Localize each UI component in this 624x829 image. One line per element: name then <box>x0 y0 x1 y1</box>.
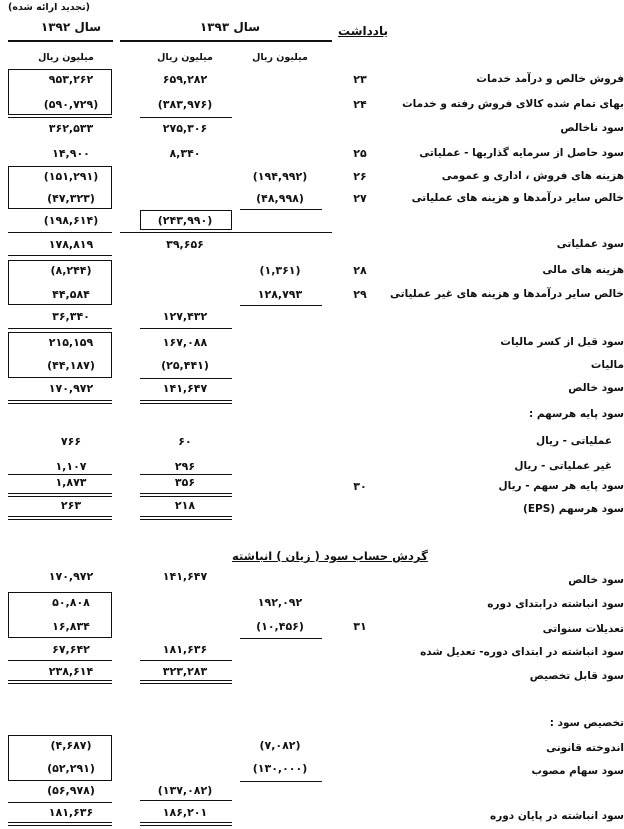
value-1393: ۳۹,۶۵۶ <box>166 238 204 251</box>
value-1392: ۵۰,۸۰۸ <box>52 596 90 609</box>
value-1393: ۳۵۶ <box>174 476 196 489</box>
row-label: سود خالص <box>568 382 624 394</box>
value-1392: ۲۱۵,۱۵۹ <box>48 336 94 349</box>
bracket-box <box>140 210 232 230</box>
value-1393: ۲۱۸ <box>174 499 196 512</box>
value-1392: ۱۶,۸۳۴ <box>52 620 90 633</box>
value-1392: ۳۶۲,۵۳۳ <box>48 122 94 135</box>
row-note: ۲۵ <box>353 147 367 160</box>
year-1393-header: سال ۱۳۹۳ <box>199 20 261 34</box>
row-label: سود ناخالص <box>560 122 624 134</box>
row-label: سود حاصل از سرمایه گذاریها - عملیاتی <box>419 147 624 159</box>
value-1393: ۲۹۶ <box>174 460 196 473</box>
bracket-box <box>8 166 112 209</box>
rule-1392-header <box>8 40 113 42</box>
row-label: خالص سایر درآمدها و هزینه های غیر عملیاتی <box>390 288 624 300</box>
value-1393: (۲۴۳,۹۹۰) <box>157 214 213 227</box>
year-1392-header: سال ۱۳۹۲ <box>40 20 102 34</box>
row-label: بهای تمام شده کالای فروش رفته و خدمات <box>402 98 624 110</box>
bracket-box <box>8 260 112 305</box>
value-1393: ۲۷۵,۳۰۶ <box>162 122 208 135</box>
value-1392: ۴۴,۵۸۴ <box>52 288 90 301</box>
double-rule <box>140 400 232 404</box>
double-rule <box>140 680 232 684</box>
row-label: مالیات <box>590 359 624 371</box>
double-rule <box>8 822 112 826</box>
value-1392: ۱۴,۹۰۰ <box>52 147 90 160</box>
row-label: سود خالص <box>568 574 624 586</box>
value-1393-detail: (۴۸,۹۹۸) <box>256 192 304 205</box>
rule <box>8 117 112 118</box>
double-rule <box>140 516 232 520</box>
value-1392: ۱۷۰,۹۷۲ <box>48 382 94 395</box>
row-label: اندوخته قانونی <box>546 742 624 754</box>
value-1392: (۴,۶۸۷) <box>50 739 92 752</box>
row-label: سود هرسهم (EPS) <box>523 503 624 515</box>
value-1392: ۱,۸۷۳ <box>55 476 87 489</box>
double-rule <box>140 822 232 826</box>
value-1393: ۱۲۷,۴۳۲ <box>162 310 208 323</box>
row-label: سود پایه هرسهم : <box>529 408 624 420</box>
row-label: سود قابل تخصیص <box>529 670 624 682</box>
value-1392: ۱۷۸,۸۱۹ <box>48 238 94 251</box>
row-label: سود انباشته درابتدای دوره <box>487 598 624 610</box>
row-label: سود انباشته در ابتدای دوره- تعدیل شده <box>420 646 624 658</box>
value-1393: ۱۶۷,۰۸۸ <box>162 336 208 349</box>
unit-1393-a: میلیون ریال <box>157 52 213 63</box>
row-label: هزینه های فروش ، اداری و عمومی <box>441 170 624 182</box>
double-rule <box>8 680 112 684</box>
rule <box>140 378 232 379</box>
row-label: هزینه های مالی <box>542 264 624 276</box>
value-1393: (۳۸۳,۹۷۶) <box>157 98 213 111</box>
row-label: عملیاتی - ریال <box>535 435 612 447</box>
value-1393: ۱۸۶,۲۰۱ <box>162 806 208 819</box>
row-label: سود سهام مصوب <box>531 765 624 777</box>
value-1392: (۴۷,۳۲۳) <box>47 192 95 205</box>
row-note: ۲۸ <box>353 264 367 277</box>
value-1393-detail: (۱۹۴,۹۹۲) <box>252 170 308 183</box>
value-1392: (۱۹۸,۶۱۴) <box>43 214 99 227</box>
rule <box>140 660 232 661</box>
rule <box>140 328 232 329</box>
row-label: غیر عملیاتی - ریال <box>514 460 612 472</box>
bracket-box <box>8 69 112 115</box>
row-note: ۲۴ <box>353 98 367 111</box>
bracket-box <box>8 735 112 781</box>
rule <box>8 255 112 256</box>
bracket-box <box>8 332 112 378</box>
rule <box>240 209 322 210</box>
rule <box>240 781 322 782</box>
value-1393-detail: (۷,۰۸۲) <box>259 739 301 752</box>
value-1393: ۶۵۹,۲۸۲ <box>162 73 208 86</box>
value-1392: (۱۵۱,۲۹۱) <box>43 170 99 183</box>
value-1392: (۵۲,۲۹۱) <box>47 762 95 775</box>
rule <box>8 660 112 661</box>
value-1392: (۵۹۰,۷۲۹) <box>43 98 99 111</box>
value-1392: ۶۷,۶۴۲ <box>52 643 90 656</box>
value-1393: ۱۸۱,۶۳۶ <box>162 643 208 656</box>
row-label: سود قبل از کسر مالیات <box>500 336 624 348</box>
row-note: ۳۱ <box>353 620 367 633</box>
rule <box>8 328 112 329</box>
row-label: تخصیص سود : <box>549 717 624 729</box>
row-label: سود عملیاتی <box>556 238 624 250</box>
value-1392: (۵۶,۹۷۸) <box>47 784 95 797</box>
row-note: ۳۰ <box>353 480 367 493</box>
value-1393-detail: ۱۹۲,۰۹۲ <box>257 596 303 609</box>
bracket-box <box>8 592 112 638</box>
rule <box>120 232 332 233</box>
row-label: فروش خالص و درآمد خدمات <box>476 73 624 85</box>
value-1392: ۳۶,۳۴۰ <box>52 310 90 323</box>
value-1393: ۶۰ <box>178 435 192 448</box>
rule <box>8 232 112 233</box>
value-1393-detail: ۱۲۸,۷۹۳ <box>257 288 303 301</box>
row-label: سود انباشته در پایان دوره <box>490 810 624 822</box>
double-rule <box>8 516 112 520</box>
value-1393-detail: (۱,۳۶۱) <box>259 264 301 277</box>
value-1393-detail: (۱۰,۴۵۶) <box>256 620 304 633</box>
rule <box>240 638 322 639</box>
rule <box>8 802 112 803</box>
note-column-header: یادداشت <box>338 24 388 38</box>
value-1392: ۲۶۳ <box>60 499 82 512</box>
rule <box>140 800 232 801</box>
value-1392: ۱۸۱,۶۳۶ <box>48 806 94 819</box>
value-1393: (۲۵,۴۴۱) <box>161 359 209 372</box>
double-rule <box>8 493 112 497</box>
section-title-retained-earnings: گردش حساب سود ( زیان ) انباشته <box>232 549 428 563</box>
double-rule <box>8 400 112 404</box>
value-1393: ۸,۳۴۰ <box>169 147 201 160</box>
value-1393: (۱۳۷,۰۸۲) <box>157 784 213 797</box>
value-1393-detail: (۱۳۰,۰۰۰) <box>252 762 308 775</box>
value-1392: ۷۶۶ <box>60 435 82 448</box>
row-note: ۲۹ <box>353 288 367 301</box>
value-1392: ۲۳۸,۶۱۴ <box>48 665 94 678</box>
double-rule <box>140 493 232 497</box>
value-1392: ۱۷۰,۹۷۲ <box>48 570 94 583</box>
value-1392: ۱,۱۰۷ <box>55 460 87 473</box>
rule <box>240 305 322 306</box>
rule-1393-header <box>120 40 332 42</box>
row-label: تعدیلات سنواتی <box>542 623 624 635</box>
unit-1392: میلیون ریال <box>38 52 94 63</box>
value-1393: ۱۴۱,۶۴۷ <box>162 382 208 395</box>
row-label: خالص سایر درآمدها و هزینه های عملیاتی <box>411 192 624 204</box>
row-note: ۲۶ <box>353 170 367 183</box>
rule <box>140 117 232 118</box>
unit-1393-b: میلیون ریال <box>252 52 308 63</box>
rule <box>140 474 232 475</box>
row-note: ۲۳ <box>353 73 367 86</box>
value-1392: ۹۵۳,۲۶۲ <box>48 73 94 86</box>
rule <box>8 474 112 475</box>
row-note: ۲۷ <box>353 192 367 205</box>
row-label: سود پایه هر سهم - ریال <box>498 480 624 492</box>
value-1392: (۴۴,۱۸۷) <box>47 359 95 372</box>
value-1393: ۱۴۱,۶۴۷ <box>162 570 208 583</box>
value-1392: (۸,۲۴۴) <box>50 264 92 277</box>
value-1393: ۳۲۳,۲۸۳ <box>162 665 208 678</box>
restated-note: (تجدید ارائه شده) <box>8 2 91 13</box>
